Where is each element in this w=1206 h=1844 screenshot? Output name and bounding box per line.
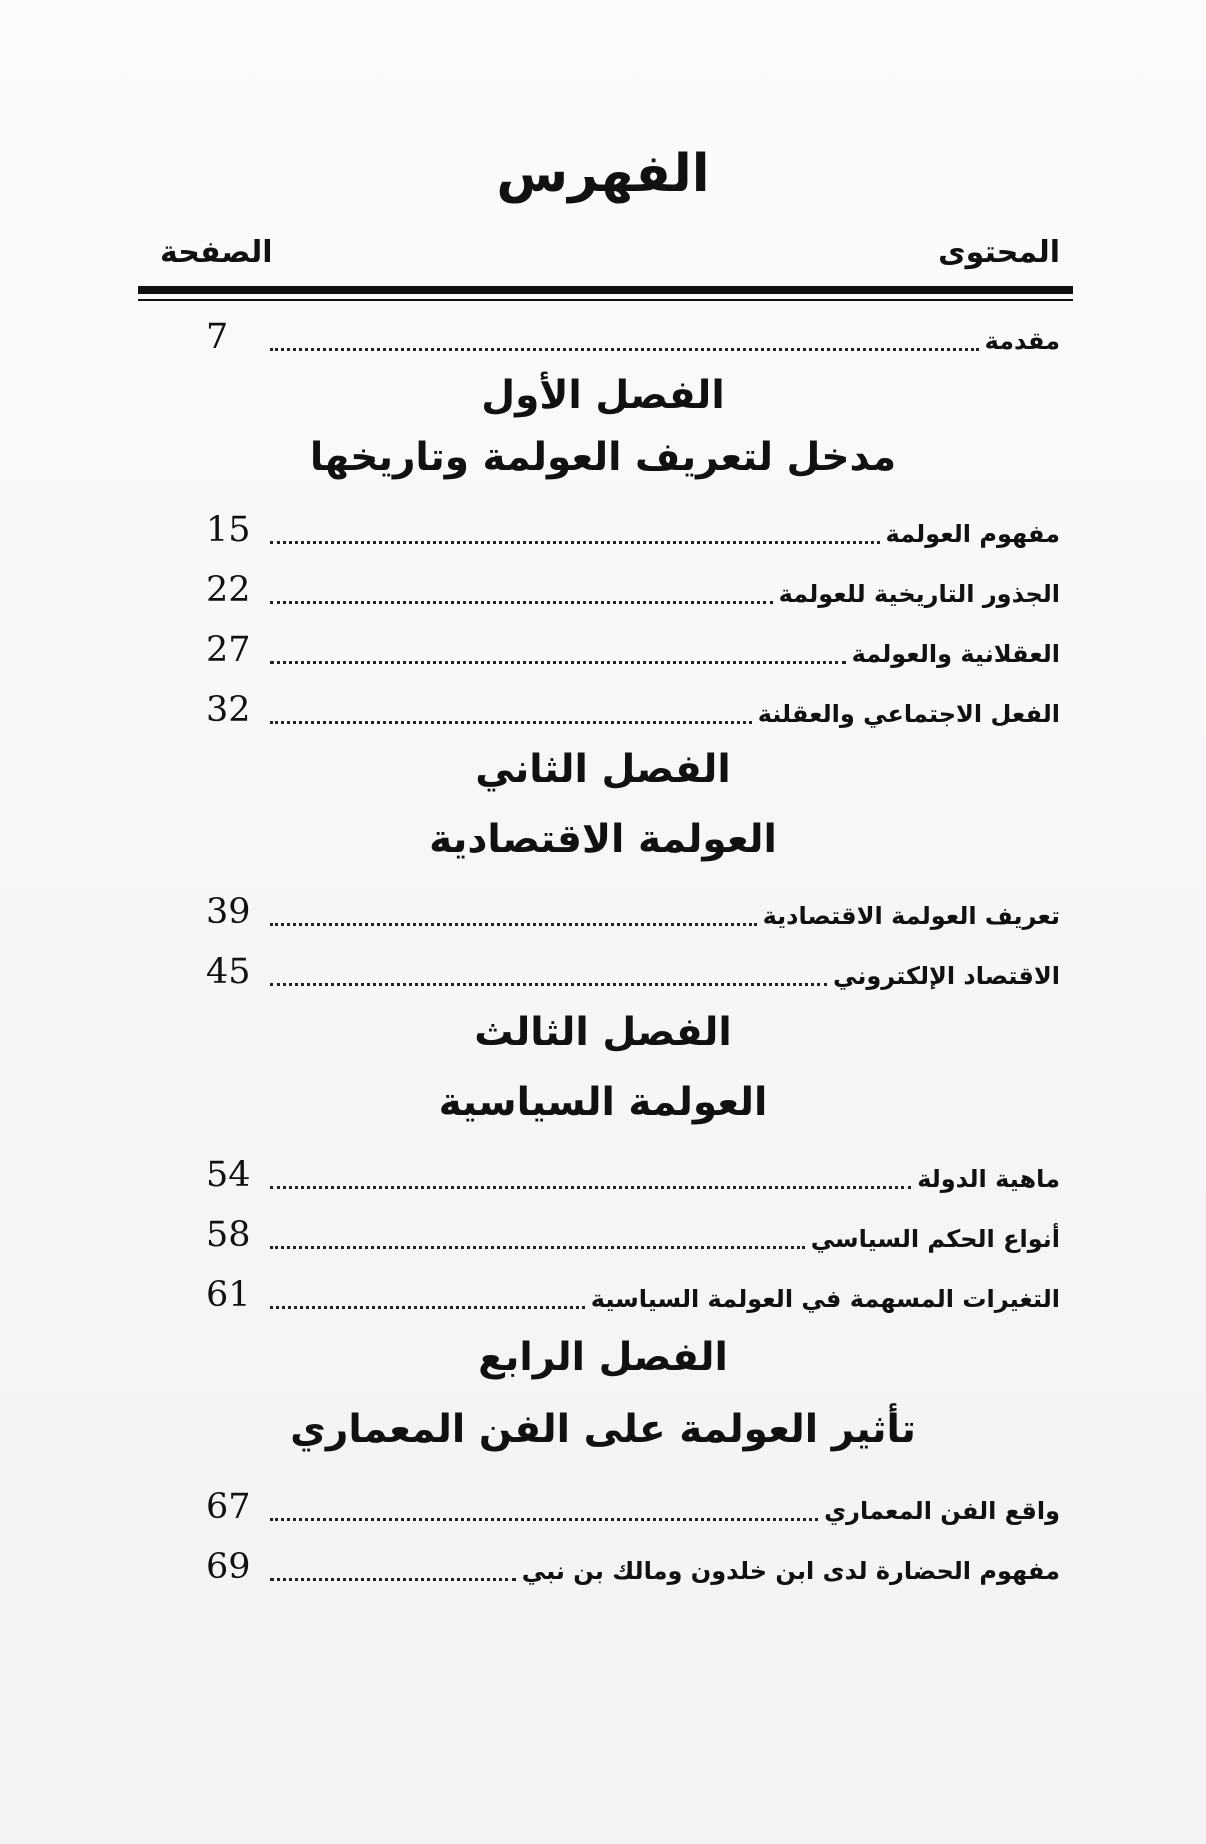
toc-entry[interactable] bbox=[190, 950, 1060, 992]
toc-entry[interactable] bbox=[190, 1213, 1060, 1255]
toc-entry[interactable] bbox=[190, 508, 1060, 550]
toc-entry-title: العقلانية والعولمة bbox=[851, 640, 1060, 668]
chapter-1-title: مدخل لتعريف العولمة وتاريخها bbox=[309, 435, 897, 480]
toc-page-number: 7 bbox=[206, 317, 229, 357]
dot-leader bbox=[270, 661, 846, 664]
toc-page-number: 45 bbox=[206, 952, 251, 992]
dot-leader bbox=[270, 541, 880, 544]
toc-page-number: 15 bbox=[206, 510, 251, 550]
toc-entry-title: ماهية الدولة bbox=[917, 1165, 1060, 1193]
toc-entry-intro[interactable] bbox=[190, 315, 1060, 357]
header-divider-thin bbox=[138, 299, 1073, 301]
toc-page-number: 32 bbox=[206, 690, 251, 730]
chapter-3-label: الفصل الثالث bbox=[474, 1010, 732, 1055]
dot-leader bbox=[270, 721, 752, 724]
chapter-3-title: العولمة السياسية bbox=[438, 1080, 768, 1125]
toc-entry[interactable] bbox=[190, 688, 1060, 730]
dot-leader bbox=[270, 1186, 911, 1189]
toc-entry-title: الاقتصاد الإلكتروني bbox=[833, 962, 1060, 990]
toc-page-number: 22 bbox=[206, 570, 251, 610]
toc-entry-title: الجذور التاريخية للعولمة bbox=[778, 580, 1060, 608]
toc-page-number: 61 bbox=[206, 1275, 251, 1315]
dot-leader bbox=[270, 1246, 805, 1249]
page-title: الفهرس bbox=[496, 144, 710, 204]
dot-leader bbox=[270, 1306, 585, 1309]
toc-entry[interactable] bbox=[190, 1545, 1060, 1587]
toc-page-number: 67 bbox=[206, 1487, 251, 1527]
toc-entry-title: مفهوم الحضارة لدى ابن خلدون ومالك بن نبي bbox=[521, 1557, 1060, 1585]
toc-page-number: 58 bbox=[206, 1215, 251, 1255]
toc-entry-title: تعريف العولمة الاقتصادية bbox=[762, 902, 1060, 930]
toc-entry-title: أنواع الحكم السياسي bbox=[810, 1225, 1060, 1253]
content-column-label: المحتوى bbox=[938, 235, 1060, 270]
dot-leader bbox=[270, 601, 773, 604]
chapter-1-label: الفصل الأول bbox=[481, 373, 725, 418]
toc-page-number: 69 bbox=[206, 1547, 251, 1587]
dot-leader bbox=[270, 923, 757, 926]
dot-leader bbox=[270, 983, 827, 986]
chapter-4-title: تأثير العولمة على الفن المعماري bbox=[290, 1407, 916, 1452]
chapter-2-label: الفصل الثاني bbox=[475, 747, 731, 792]
toc-page-number: 27 bbox=[206, 630, 251, 670]
chapter-2-title: العولمة الاقتصادية bbox=[429, 817, 777, 862]
chapter-4-label: الفصل الرابع bbox=[478, 1335, 728, 1380]
toc-entry-title: الفعل الاجتماعي والعقلنة bbox=[757, 700, 1060, 728]
page-column-label: الصفحة bbox=[160, 235, 273, 270]
dot-leader bbox=[270, 348, 979, 351]
toc-entry[interactable] bbox=[190, 628, 1060, 670]
toc-entry[interactable] bbox=[190, 1153, 1060, 1195]
toc-entry-title: مقدمة bbox=[984, 327, 1060, 355]
toc-entry[interactable] bbox=[190, 890, 1060, 932]
toc-entry-title: التغيرات المسهمة في العولمة السياسية bbox=[590, 1285, 1060, 1313]
toc-page-number: 39 bbox=[206, 892, 251, 932]
toc-page-number: 54 bbox=[206, 1155, 251, 1195]
toc-entry[interactable] bbox=[190, 568, 1060, 610]
header-divider-thick bbox=[138, 286, 1073, 294]
toc-entry[interactable] bbox=[190, 1485, 1060, 1527]
dot-leader bbox=[270, 1578, 516, 1581]
toc-entry[interactable] bbox=[190, 1273, 1060, 1315]
dot-leader bbox=[270, 1518, 818, 1521]
toc-entry-title: واقع الفن المعماري bbox=[824, 1497, 1060, 1525]
toc-entry-title: مفهوم العولمة bbox=[885, 520, 1060, 548]
